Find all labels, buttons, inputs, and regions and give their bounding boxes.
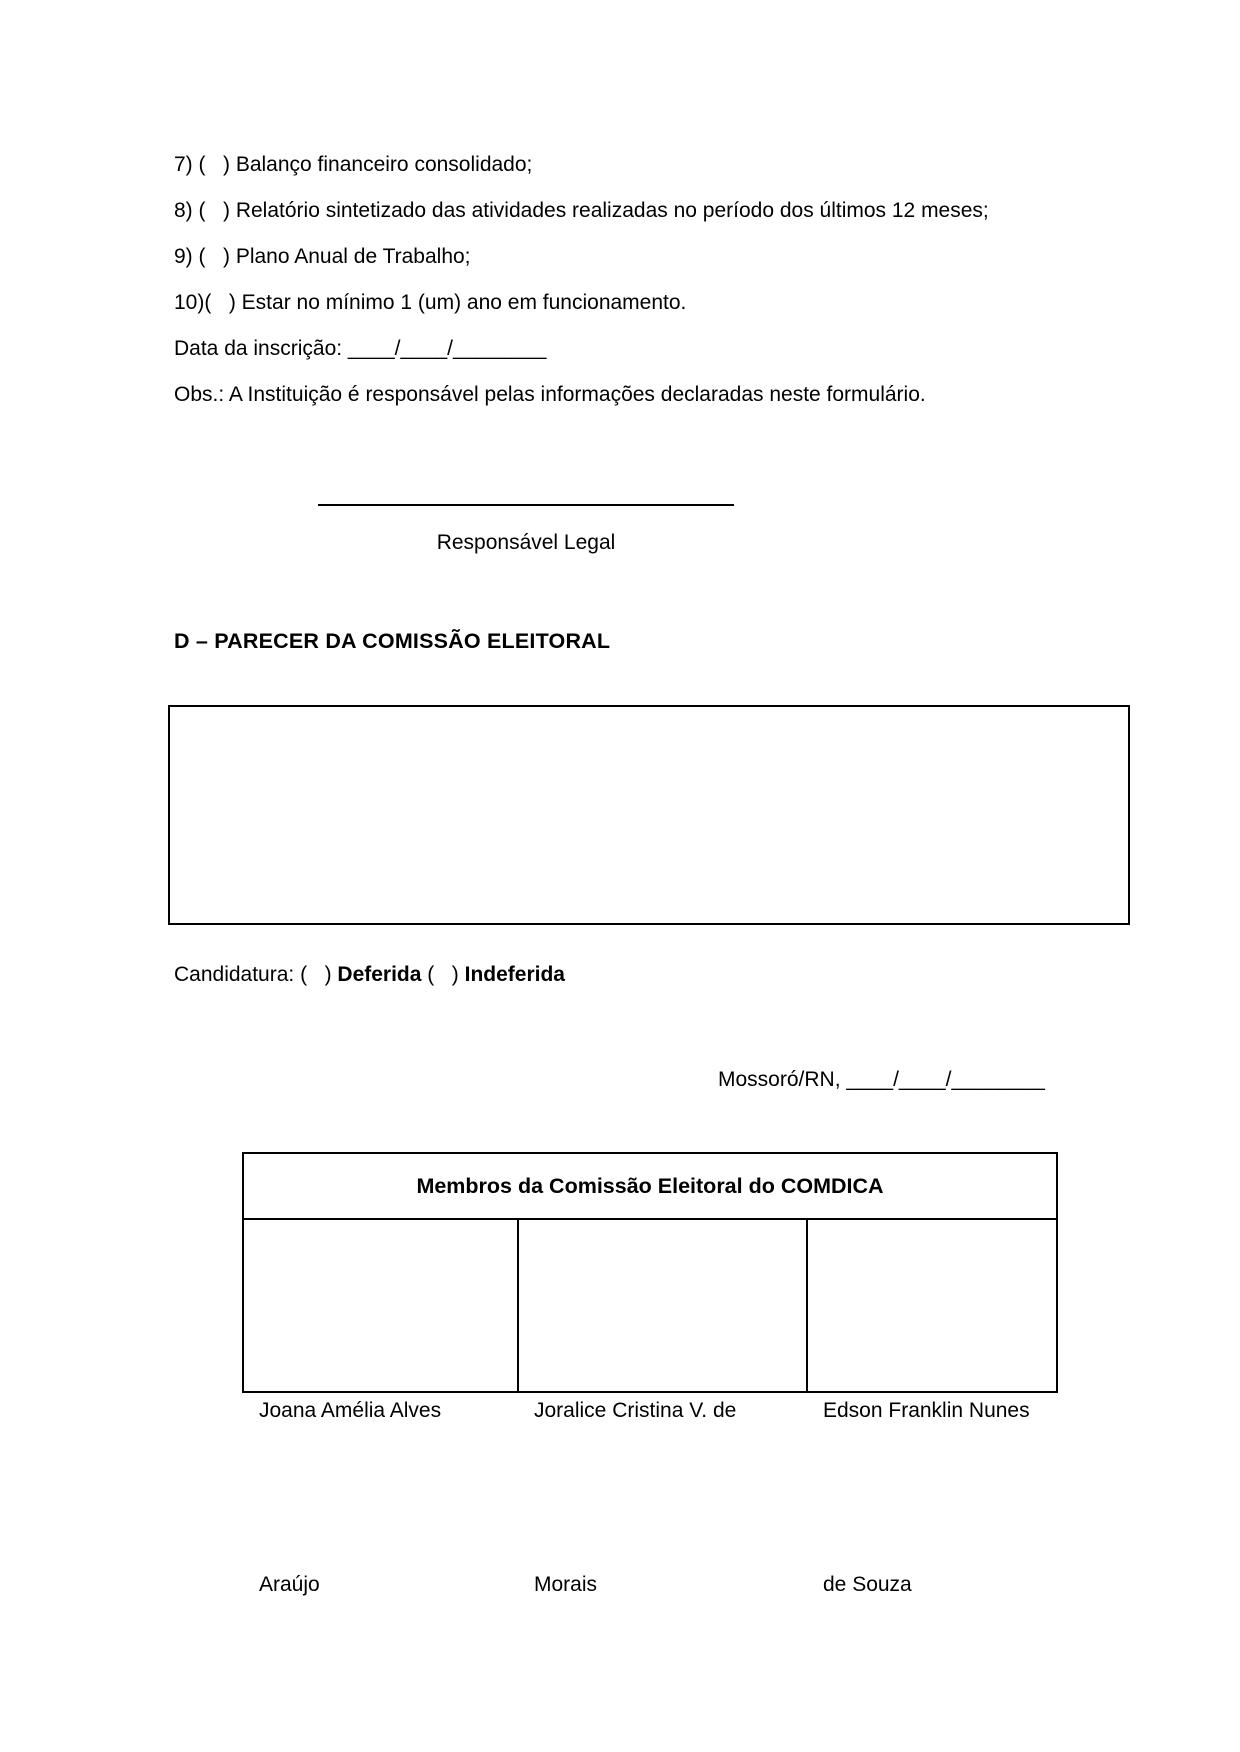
deferida-label: Deferida — [337, 963, 422, 986]
member-3-name-line-1: Edson Franklin Nunes — [823, 1399, 1030, 1422]
committee-table-header: Membros da Comissão Eleitoral do COMDICA — [244, 1154, 1056, 1220]
signature-caption: Responsável Legal — [436, 531, 616, 554]
candidatura-line — [174, 961, 565, 989]
member-2-name-line-1: Joralice Cristina V. de — [534, 1399, 737, 1422]
checklist-item-10: 10)( ) Estar no mínimo 1 (um) ano em funcionamento. — [174, 291, 687, 314]
member-2-name-line-2: Morais — [534, 1573, 598, 1596]
indeferida-label: Indeferida — [464, 963, 565, 986]
candidatura-separator: ( ) — [421, 963, 465, 986]
inscription-date-line: Data da inscrição: ____/____/________ — [174, 337, 547, 360]
signature-line — [318, 504, 734, 506]
checklist-item-8: 8) ( ) Relatório sintetizado das atividades realizadas no período dos últimos 12 meses; — [174, 199, 989, 222]
checklist-item-7: 7) ( ) Balanço financeiro consolidado; — [174, 153, 533, 176]
city-date-line: Mossoró/RN, ____/____/________ — [718, 1068, 1045, 1091]
committee-table — [242, 1152, 1058, 1596]
member-1-name-line-2: Araújo — [259, 1573, 320, 1596]
member-1-name-line-1: Joana Amélia Alves — [259, 1399, 442, 1422]
section-d-heading: D – PARECER DA COMISSÃO ELEITORAL — [174, 629, 611, 653]
member-cell-1 — [244, 1220, 517, 1596]
candidatura-prefix: Candidatura: ( ) — [174, 963, 338, 986]
note-line: Obs.: A Instituição é responsável pelas informações declaradas neste formulário. — [174, 383, 926, 406]
checklist-item-9: 9) ( ) Plano Anual de Trabalho; — [174, 245, 471, 268]
committee-table-body — [244, 1220, 1056, 1596]
member-3-name-line-2: de Souza — [823, 1573, 912, 1596]
parecer-empty-box — [168, 705, 1130, 925]
member-cell-2 — [517, 1220, 808, 1596]
member-cell-3 — [808, 1220, 1056, 1596]
